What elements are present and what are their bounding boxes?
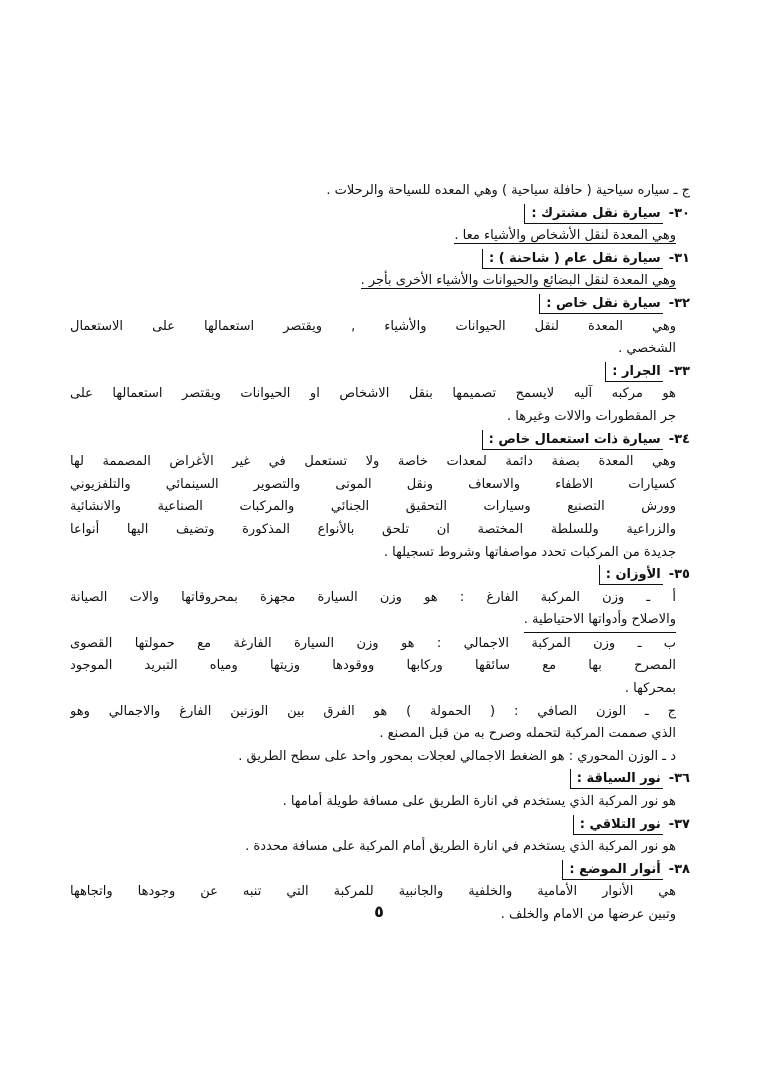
section-title: سيارة نقل عام ( شاحنة ) : — [482, 249, 663, 269]
text-line: الشخصي . — [618, 341, 676, 357]
text-line: وتبين عرضها من الامام والخلف . — [500, 907, 676, 922]
text-line: هي الأنوار الأمامية والخلفية والجانبية للمركبة التي تنبه عن وجودها واتجاهها — [70, 884, 676, 900]
text-line: ج ـ سياره سياحية ( حافلة سياحية ) وهي المعده للسياحة والرحلات . — [326, 183, 690, 198]
section-number: ٣٤- — [668, 431, 690, 447]
text-line: هو نور المركبة الذي يستخدم في انارة الطريق على مسافة طويلة أمامها . — [282, 794, 676, 810]
section-number: ٣٦- — [668, 771, 690, 787]
section-number: ٣٠- — [668, 205, 690, 221]
underlined-text: وهي المعدة لنقل البضائع والحيوانات والأشياء الأخرى بأجر . — [360, 273, 676, 289]
text-line: ب ـ وزن المركبة الاجمالي : هو وزن السيارة الفارغة مع حمولتها القصوى — [70, 635, 676, 651]
section-title: نور التلاقي : — [573, 815, 663, 835]
document-body — [70, 180, 690, 927]
text-line — [70, 225, 690, 248]
section-heading-31 — [70, 248, 690, 271]
text-line: هو مركبه آليه لايسمح تصميمها بنقل الاشخاص او الحيوانات ويقتصر استعمالها على — [70, 386, 676, 402]
text-line: جر المقطورات والالات وغيرها . — [507, 408, 676, 424]
text-line: أ ـ وزن المركبة الفارغ : هو وزن السيارة مجهزة بمحروقاتها والات الصيانة — [70, 589, 676, 605]
text-line — [70, 609, 690, 633]
underlined-text: والاصلاح وأدواتها الاحتياطية . — [524, 609, 676, 633]
text-line: بمحركها . — [624, 681, 676, 697]
section-heading-34 — [70, 429, 690, 452]
section-number: ٣٢- — [668, 295, 690, 311]
text-line: كسيارات الاطفاء والاسعاف ونقل الموتى والتصوير السينمائي والتلفزيوني — [70, 476, 676, 492]
section-heading-38 — [70, 859, 690, 882]
text-line: د ـ الوزن المحوري : هو الضغط الاجمالي لعجلات بمحور واحد على سطح الطريق . — [238, 748, 676, 764]
section-heading-30 — [70, 203, 690, 226]
text-line: جديدة من المركبات تحدد مواصفاتها وشروط تسجيلها . — [383, 544, 676, 560]
underlined-text: وهي المعدة لنقل الأشخاص والأشياء معا . — [454, 228, 676, 244]
section-heading-35 — [70, 564, 690, 587]
section-title: نور السياقة : — [570, 769, 663, 789]
section-title: سيارة نقل خاص : — [539, 294, 663, 314]
section-heading-33 — [70, 361, 690, 384]
section-title: الأوزان : — [599, 565, 663, 585]
text-line: والزراعية وللسلطة المختصة ان تلحق بالأنواع المذكورة وتضيف اليها أنواعا — [70, 521, 676, 537]
section-number: ٣٧- — [668, 816, 690, 832]
text-line: هو نور المركبة الذي يستخدم في انارة الطريق أمام المركبة على مسافة محددة . — [245, 839, 676, 855]
text-line: المصرح بها مع سائقها وركابها ووقودها وزيتها ومياه التبريد الموجود — [70, 658, 676, 674]
section-title: سيارة نقل مشترك : — [524, 204, 662, 224]
text-line: وهي المعدة لنقل الحيوانات والأشياء , ويقتصر استعمالها على الاستعمال — [70, 318, 676, 334]
section-heading-36 — [70, 768, 690, 791]
section-number: ٣١- — [668, 250, 690, 266]
text-line: وورش التصنيع وسيارات التحقيق الجنائي والمركبات الصناعية والانشائية — [70, 499, 676, 515]
text-line: الذي صممت المركبة لتحمله وصرح به من قبل المصنع . — [379, 726, 676, 742]
section-title: سيارة ذات استعمال خاص : — [482, 430, 663, 450]
text-line: ج ـ الوزن الصافي : ( الحمولة ) هو الفرق بين الوزنين الفارغ والاجمالي وهو — [70, 703, 676, 719]
section-title: أنوار الموضع : — [562, 860, 662, 880]
section-number: ٣٣- — [668, 363, 690, 379]
section-heading-32 — [70, 293, 690, 316]
page-number: ٥ — [374, 902, 384, 921]
text-line: وهي المعدة بصفة دائمة لمعدات خاصة ولا تستعمل في غير الأغراض المصممة لها — [70, 454, 676, 470]
section-number: ٣٨- — [668, 861, 690, 877]
section-title: الجرار : — [605, 362, 662, 382]
section-heading-37 — [70, 814, 690, 837]
text-line — [70, 270, 690, 293]
section-number: ٣٥- — [668, 567, 690, 583]
